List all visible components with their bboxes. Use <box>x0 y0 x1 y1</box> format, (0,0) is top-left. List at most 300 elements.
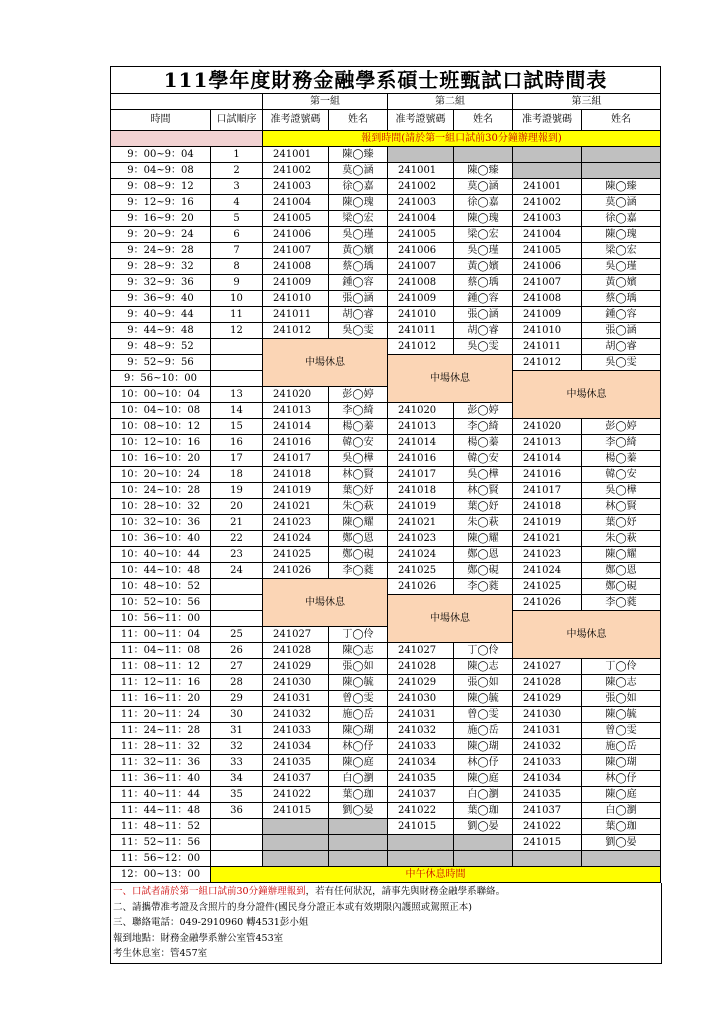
group-2-exam-no: 241026 <box>388 579 454 595</box>
time-cell: 11：24~11：28 <box>111 723 211 739</box>
slot-row <box>111 579 661 595</box>
slot-row <box>111 835 661 851</box>
group-1-name: 李◯蕤 <box>329 563 388 579</box>
note-2: 二、請攜帶准考證及含照片的身分證件(國民身分證正本或有效期限內護照或駕照正本) <box>113 901 472 913</box>
group-1-exam-no: 241035 <box>263 755 329 771</box>
group-3-exam-no: 241022 <box>513 819 582 835</box>
group-2-exam-no: 241033 <box>388 739 454 755</box>
group-3-exam-no: 241028 <box>513 675 582 691</box>
group-2-empty <box>454 851 513 867</box>
group-2-exam-no: 241034 <box>388 755 454 771</box>
group-1-exam-no: 241028 <box>263 643 329 659</box>
time-cell: 9：08~9：12 <box>111 179 211 195</box>
group-3-exam-no: 241016 <box>513 467 582 483</box>
group-2-exam-no: 241019 <box>388 499 454 515</box>
group-1-exam-no: 241006 <box>263 227 329 243</box>
lunch-row <box>111 867 661 883</box>
group-3-name: 陳◯庭 <box>582 787 661 803</box>
group-2-name: 陳◯瑰 <box>454 211 513 227</box>
order-cell: 7 <box>211 243 263 259</box>
order-cell <box>211 355 263 371</box>
group-1-empty <box>329 819 388 835</box>
group-1-name: 吳◯雯 <box>329 323 388 339</box>
group-3-name: 鄭◯恩 <box>582 563 661 579</box>
group-2-name: 白◯瀏 <box>454 787 513 803</box>
group-1-exam-no: 241026 <box>263 563 329 579</box>
group-3-exam-no: 241005 <box>513 243 582 259</box>
group-1-exam-no: 241029 <box>263 659 329 675</box>
group-3-exam-no: 241023 <box>513 547 582 563</box>
group-3-exam-no: 241026 <box>513 595 582 611</box>
time-cell: 10：32~10：36 <box>111 515 211 531</box>
order-cell <box>211 819 263 835</box>
group-3-exam-no: 241019 <box>513 515 582 531</box>
slot-row <box>111 163 661 179</box>
order-cell: 24 <box>211 563 263 579</box>
title-row <box>111 67 661 94</box>
time-cell: 10：24~10：28 <box>111 483 211 499</box>
order-cell: 34 <box>211 771 263 787</box>
time-cell: 10：44~10：48 <box>111 563 211 579</box>
time-cell: 9：52~9：56 <box>111 355 211 371</box>
group-1-name: 林◯伃 <box>329 739 388 755</box>
notes-section <box>110 883 662 964</box>
page-title: 111學年度財務金融學系碩士班甄試口試時間表 <box>111 67 661 94</box>
order-cell: 20 <box>211 499 263 515</box>
group-1-name: 蔡◯瑀 <box>329 259 388 275</box>
group-3-exam-no: 241017 <box>513 483 582 499</box>
group-3-exam-no: 241027 <box>513 659 582 675</box>
group-2-header: 第二組 <box>388 94 513 110</box>
group-1-exam-no: 241019 <box>263 483 329 499</box>
group-1-name: 彭◯婷 <box>329 387 388 403</box>
group-2-exam-no: 241001 <box>388 163 454 179</box>
time-cell: 9：24~9：28 <box>111 243 211 259</box>
group-2-name: 李◯蕤 <box>454 579 513 595</box>
group-1-exam-no: 241032 <box>263 707 329 723</box>
group-1-exam-no: 241033 <box>263 723 329 739</box>
order-cell: 14 <box>211 403 263 419</box>
group-1-name: 丁◯伶 <box>329 627 388 643</box>
group-2-exam-no: 241003 <box>388 195 454 211</box>
order-cell: 17 <box>211 451 263 467</box>
group-3-name: 朱◯萩 <box>582 531 661 547</box>
schedule-sheet <box>110 66 660 964</box>
group-3-exam-no: 241007 <box>513 275 582 291</box>
group-2-name: 陳◯臻 <box>454 163 513 179</box>
group-1-empty <box>263 851 329 867</box>
time-cell: 11：44~11：48 <box>111 803 211 819</box>
order-cell <box>211 851 263 867</box>
group-3-exam-no: 241021 <box>513 531 582 547</box>
group-3-name: 楊◯蓁 <box>582 451 661 467</box>
group-2-exam-no: 241018 <box>388 483 454 499</box>
group-3-name: 曾◯雯 <box>582 723 661 739</box>
slot-row <box>111 259 661 275</box>
order-cell: 3 <box>211 179 263 195</box>
group-1-name: 胡◯睿 <box>329 307 388 323</box>
group-3-exam-no: 241003 <box>513 211 582 227</box>
time-cell: 10：12~10：16 <box>111 435 211 451</box>
group-1-name: 陳◯臻 <box>329 147 388 163</box>
group-1-name: 陳◯瑰 <box>329 195 388 211</box>
group-2-name: 林◯賢 <box>454 483 513 499</box>
group-3-name: 李◯蕤 <box>582 595 661 611</box>
group-1-break: 中場休息 <box>263 339 388 387</box>
group-1-name: 楊◯蓁 <box>329 419 388 435</box>
group-3-break: 中場休息 <box>513 371 661 419</box>
slot-row <box>111 819 661 835</box>
group-1-header: 第一組 <box>263 94 388 110</box>
group-2-name: 陳◯庭 <box>454 771 513 787</box>
order-cell: 35 <box>211 787 263 803</box>
group-3-name: 李◯綺 <box>582 435 661 451</box>
group-2-name: 張◯如 <box>454 675 513 691</box>
time-cell: 11：36~11：40 <box>111 771 211 787</box>
slot-row <box>111 339 661 355</box>
group-3-exam-no: 241018 <box>513 499 582 515</box>
group-2-break: 中場休息 <box>388 355 513 403</box>
group-1-exam-no: 241022 <box>263 787 329 803</box>
slot-row <box>111 275 661 291</box>
group-1-empty <box>329 851 388 867</box>
order-cell <box>211 579 263 595</box>
group-2-exam-no: 241029 <box>388 675 454 691</box>
slot-row <box>111 771 661 787</box>
group-2-name: 莫◯涵 <box>454 179 513 195</box>
note-3: 三、聯絡電話：049-2910960 轉4531彭小姐 <box>113 917 309 928</box>
time-cell: 10：28~10：32 <box>111 499 211 515</box>
order-cell <box>211 371 263 387</box>
group-1-name: 葉◯珈 <box>329 787 388 803</box>
group-2-exam-no: 241010 <box>388 307 454 323</box>
time-cell: 9：32~9：36 <box>111 275 211 291</box>
slot-row <box>111 419 661 435</box>
group-2-exam-no: 241011 <box>388 323 454 339</box>
group-2-exam-no: 241015 <box>388 819 454 835</box>
time-cell: 9：20~9：24 <box>111 227 211 243</box>
group-3-name: 吳◯雯 <box>582 355 661 371</box>
group-3-exam-no: 241014 <box>513 451 582 467</box>
slot-row <box>111 499 661 515</box>
group-2-empty <box>388 147 454 163</box>
group-3-empty <box>582 163 661 179</box>
group-2-name: 彭◯婷 <box>454 403 513 419</box>
order-cell: 10 <box>211 291 263 307</box>
group-2-exam-no: 241004 <box>388 211 454 227</box>
group-1-name: 朱◯萩 <box>329 499 388 515</box>
group-2-exam-no: 241016 <box>388 451 454 467</box>
order-cell: 11 <box>211 307 263 323</box>
time-cell: 12：00~13：00 <box>111 867 211 883</box>
slot-row <box>111 851 661 867</box>
group-3-exam-no: 241009 <box>513 307 582 323</box>
group-3-exam-no-header: 准考證號碼 <box>513 110 582 131</box>
slot-row <box>111 547 661 563</box>
order-cell: 25 <box>211 627 263 643</box>
order-cell: 2 <box>211 163 263 179</box>
group-2-exam-no: 241009 <box>388 291 454 307</box>
slot-row <box>111 435 661 451</box>
group-1-name: 白◯瀏 <box>329 771 388 787</box>
report-time-row <box>111 131 661 147</box>
group-2-exam-no: 241012 <box>388 339 454 355</box>
note-4: 報到地點：財務金融學系辦公室管453室 <box>113 932 284 944</box>
group-2-name: 曾◯雯 <box>454 707 513 723</box>
group-1-exam-no: 241001 <box>263 147 329 163</box>
group-1-exam-no: 241005 <box>263 211 329 227</box>
group-2-name: 張◯涵 <box>454 307 513 323</box>
group-2-name: 鍾◯容 <box>454 291 513 307</box>
time-cell: 9：16~9：20 <box>111 211 211 227</box>
group-1-exam-no-header: 准考證號碼 <box>263 110 329 131</box>
group-2-name: 吳◯樺 <box>454 467 513 483</box>
group-2-name: 韓◯安 <box>454 451 513 467</box>
lunch-break-label: 中午休息時間 <box>211 867 661 883</box>
order-cell: 30 <box>211 707 263 723</box>
slot-row <box>111 739 661 755</box>
group-1-exam-no: 241016 <box>263 435 329 451</box>
group-1-name: 吳◯瑾 <box>329 227 388 243</box>
order-cell: 36 <box>211 803 263 819</box>
time-cell: 11：00~11：04 <box>111 627 211 643</box>
group-3-name: 陳◯志 <box>582 675 661 691</box>
order-cell: 22 <box>211 531 263 547</box>
group-2-name: 施◯岳 <box>454 723 513 739</box>
group-2-empty <box>388 851 454 867</box>
group-3-name: 張◯涵 <box>582 323 661 339</box>
group-1-exam-no: 241037 <box>263 771 329 787</box>
order-cell <box>211 339 263 355</box>
group-2-exam-no: 241032 <box>388 723 454 739</box>
time-cell: 10：08~10：12 <box>111 419 211 435</box>
time-cell: 9：44~9：48 <box>111 323 211 339</box>
group-2-name-header: 姓名 <box>454 110 513 131</box>
group-3-name: 陳◯瑰 <box>582 227 661 243</box>
group-3-name: 葉◯妤 <box>582 515 661 531</box>
time-cell: 10：04~10：08 <box>111 403 211 419</box>
group-3-exam-no: 241035 <box>513 787 582 803</box>
group-1-exam-no: 241012 <box>263 323 329 339</box>
group-2-name: 丁◯伶 <box>454 643 513 659</box>
slot-row <box>111 227 661 243</box>
group-2-exam-no: 241035 <box>388 771 454 787</box>
order-cell: 6 <box>211 227 263 243</box>
group-3-empty <box>513 163 582 179</box>
order-cell <box>211 611 263 627</box>
group-1-exam-no: 241002 <box>263 163 329 179</box>
group-1-exam-no: 241017 <box>263 451 329 467</box>
note-5: 考生休息室：管457室 <box>113 948 208 959</box>
order-cell: 23 <box>211 547 263 563</box>
group-3-name: 彭◯婷 <box>582 419 661 435</box>
group-3-exam-no: 241012 <box>513 355 582 371</box>
group-1-name: 陳◯瑚 <box>329 723 388 739</box>
time-cell: 10：20~10：24 <box>111 467 211 483</box>
group-2-name: 葉◯珈 <box>454 803 513 819</box>
slot-row <box>111 451 661 467</box>
group-3-name: 吳◯樺 <box>582 483 661 499</box>
column-header-row <box>111 110 661 131</box>
group-2-name: 葉◯妤 <box>454 499 513 515</box>
time-cell: 11：04~11：08 <box>111 643 211 659</box>
time-cell: 11：56~12：00 <box>111 851 211 867</box>
order-cell: 19 <box>211 483 263 499</box>
time-header: 時間 <box>111 110 211 131</box>
order-cell: 13 <box>211 387 263 403</box>
slot-row <box>111 467 661 483</box>
slot-row <box>111 195 661 211</box>
group-2-name: 吳◯雯 <box>454 339 513 355</box>
group-3-name: 韓◯安 <box>582 467 661 483</box>
schedule-table <box>110 66 661 883</box>
group-2-name: 鄭◯硯 <box>454 563 513 579</box>
group-3-name: 徐◯嘉 <box>582 211 661 227</box>
group-3-exam-no: 241034 <box>513 771 582 787</box>
group-3-name: 丁◯伶 <box>582 659 661 675</box>
order-cell: 28 <box>211 675 263 691</box>
time-cell: 9：28~9：32 <box>111 259 211 275</box>
slot-row <box>111 291 661 307</box>
group-1-name: 徐◯嘉 <box>329 179 388 195</box>
group-2-name: 鄭◯恩 <box>454 547 513 563</box>
group-2-exam-no: 241023 <box>388 531 454 547</box>
group-3-exam-no: 241011 <box>513 339 582 355</box>
time-cell: 10：36~10：40 <box>111 531 211 547</box>
group-3-name: 林◯賢 <box>582 499 661 515</box>
group-1-exam-no: 241024 <box>263 531 329 547</box>
group-1-name: 張◯涵 <box>329 291 388 307</box>
group-3-name: 梁◯宏 <box>582 243 661 259</box>
order-cell: 12 <box>211 323 263 339</box>
group-1-empty <box>329 835 388 851</box>
group-1-name: 吳◯樺 <box>329 451 388 467</box>
slot-row <box>111 707 661 723</box>
time-cell: 11：40~11：44 <box>111 787 211 803</box>
group-3-name: 陳◯耀 <box>582 547 661 563</box>
report-time-label: 報到時間(請於第一組口試前30分鐘辦理報到) <box>263 131 661 147</box>
group-3-exam-no: 241001 <box>513 179 582 195</box>
group-1-name: 陳◯耀 <box>329 515 388 531</box>
group-1-name: 鄭◯硯 <box>329 547 388 563</box>
time-cell: 10：48~10：52 <box>111 579 211 595</box>
group-1-break: 中場休息 <box>263 579 388 627</box>
time-cell: 11：08~11：12 <box>111 659 211 675</box>
order-cell: 8 <box>211 259 263 275</box>
group-1-exam-no: 241027 <box>263 627 329 643</box>
slot-row <box>111 675 661 691</box>
group-3-header: 第三組 <box>513 94 661 110</box>
group-2-exam-no: 241007 <box>388 259 454 275</box>
group-2-exam-no: 241021 <box>388 515 454 531</box>
group-3-empty <box>513 851 582 867</box>
group-3-exam-no: 241031 <box>513 723 582 739</box>
group-3-empty <box>513 147 582 163</box>
time-cell: 9：04~9：08 <box>111 163 211 179</box>
order-cell: 18 <box>211 467 263 483</box>
group-2-exam-no: 241025 <box>388 563 454 579</box>
order-cell <box>211 835 263 851</box>
time-cell: 9：36~9：40 <box>111 291 211 307</box>
group-2-name: 陳◯耀 <box>454 531 513 547</box>
group-3-name: 黃◯嬪 <box>582 275 661 291</box>
group-1-name: 莫◯涵 <box>329 163 388 179</box>
group-2-exam-no: 241030 <box>388 691 454 707</box>
group-1-name: 鍾◯容 <box>329 275 388 291</box>
time-cell: 11：20~11：24 <box>111 707 211 723</box>
slot-row <box>111 723 661 739</box>
group-1-exam-no: 241003 <box>263 179 329 195</box>
group-2-exam-no: 241005 <box>388 227 454 243</box>
group-2-exam-no: 241017 <box>388 467 454 483</box>
group-1-name: 韓◯安 <box>329 435 388 451</box>
group-2-exam-no: 241022 <box>388 803 454 819</box>
group-3-exam-no: 241004 <box>513 227 582 243</box>
time-cell: 10：00~10：04 <box>111 387 211 403</box>
group-3-name: 蔡◯瑀 <box>582 291 661 307</box>
time-cell: 9：56~10：00 <box>111 371 211 387</box>
group-2-empty <box>388 835 454 851</box>
group-1-exam-no: 241031 <box>263 691 329 707</box>
time-cell: 10：40~10：44 <box>111 547 211 563</box>
group-1-name: 劉◯晏 <box>329 803 388 819</box>
slot-row <box>111 483 661 499</box>
group-3-name: 胡◯睿 <box>582 339 661 355</box>
group-1-name: 鄭◯恩 <box>329 531 388 547</box>
order-cell: 27 <box>211 659 263 675</box>
group-1-name: 陳◯毓 <box>329 675 388 691</box>
group-1-name-header: 姓名 <box>329 110 388 131</box>
group-1-exam-no: 241020 <box>263 387 329 403</box>
group-3-name: 陳◯瑚 <box>582 755 661 771</box>
group-1-empty <box>263 819 329 835</box>
time-cell: 11：48~11：52 <box>111 819 211 835</box>
group-1-exam-no: 241011 <box>263 307 329 323</box>
order-cell: 32 <box>211 739 263 755</box>
group-1-name: 陳◯庭 <box>329 755 388 771</box>
group-2-exam-no: 241037 <box>388 787 454 803</box>
slot-row <box>111 179 661 195</box>
time-cell: 11：12~11：16 <box>111 675 211 691</box>
group-1-exam-no: 241023 <box>263 515 329 531</box>
time-cell: 11：28~11：32 <box>111 739 211 755</box>
group-3-exam-no: 241020 <box>513 419 582 435</box>
group-2-exam-no: 241006 <box>388 243 454 259</box>
group-1-name: 施◯岳 <box>329 707 388 723</box>
order-cell: 4 <box>211 195 263 211</box>
slot-row <box>111 147 661 163</box>
time-cell: 11：16~11：20 <box>111 691 211 707</box>
group-1-name: 梁◯宏 <box>329 211 388 227</box>
group-1-name: 林◯賢 <box>329 467 388 483</box>
group-3-name: 陳◯毓 <box>582 707 661 723</box>
group-1-exam-no: 241013 <box>263 403 329 419</box>
group-1-name: 葉◯妤 <box>329 483 388 499</box>
time-cell: 10：52~10：56 <box>111 595 211 611</box>
time-cell: 9：48~9：52 <box>111 339 211 355</box>
group-2-break: 中場休息 <box>388 595 513 643</box>
group-2-name: 林◯伃 <box>454 755 513 771</box>
group-2-exam-no-header: 准考證號碼 <box>388 110 454 131</box>
order-cell: 1 <box>211 147 263 163</box>
group-3-break: 中場休息 <box>513 611 661 659</box>
time-cell: 9：00~9：04 <box>111 147 211 163</box>
group-3-name: 張◯如 <box>582 691 661 707</box>
order-cell: 9 <box>211 275 263 291</box>
group-2-name: 蔡◯瑀 <box>454 275 513 291</box>
slot-row <box>111 563 661 579</box>
group-1-exam-no: 241004 <box>263 195 329 211</box>
